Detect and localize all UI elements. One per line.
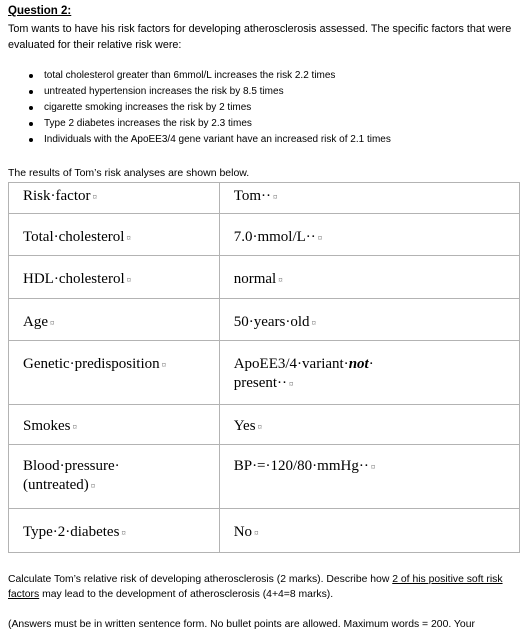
table-row: Age ¤ 50·years·old ¤ bbox=[9, 299, 520, 341]
header-risk-factor: Risk·factor ¤ bbox=[9, 183, 220, 214]
results-intro: The results of Tom’s risk analyses are shown below. bbox=[8, 167, 250, 179]
list-item: Type 2 diabetes increases the risk by 2.3 times bbox=[26, 116, 391, 132]
table-row: Blood·pressure· (untreated) ¤ BP·=·120/80·mmHg·· ¤ bbox=[9, 445, 520, 509]
underlined-phrase: 2 of his positive soft risk factors bbox=[8, 574, 503, 600]
list-item: untreated hypertension increases the risk by 8.5 times bbox=[26, 84, 391, 100]
table-row: HDL·cholesterol ¤ normal ¤ bbox=[9, 256, 520, 299]
question-intro: Tom wants to have his risk factors for developing atherosclerosis assessed. The specific factors that were evaluated for their relative risk were: bbox=[8, 23, 512, 51]
table-row: Total·cholesterol ¤ 7.0·mmol/L·· ¤ bbox=[9, 214, 520, 256]
answer-note: (Answers must be in written sentence form. No bullet points are allowed. Maximum words = 200. Your bbox=[8, 619, 475, 630]
risk-factor-list bbox=[26, 68, 391, 148]
list-item: total cholesterol greater than 6mmol/L increases the risk 2.2 times bbox=[26, 68, 391, 84]
question-title: Question 2: bbox=[8, 5, 72, 17]
table-row: Genetic·predisposition ¤ ApoEE3/4·variant·not· present·· ¤ bbox=[9, 341, 520, 405]
task-instructions: Calculate Tom’s relative risk of developing atherosclerosis (2 marks). Describe how 2 of his positive soft risk factors may lead to the development of atherosclerosis (4+4=8 marks). bbox=[8, 574, 503, 600]
list-item: cigarette smoking increases the risk by 2 times bbox=[26, 100, 391, 116]
risk-analysis-table bbox=[8, 182, 520, 553]
list-item: Individuals with the ApoEE3/4 gene variant have an increased risk of 2.1 times bbox=[26, 132, 391, 148]
table-row: Type·2·diabetes ¤ No ¤ bbox=[9, 509, 520, 553]
table-row: Smokes ¤ Yes ¤ bbox=[9, 405, 520, 445]
table-header-row bbox=[9, 183, 520, 214]
header-tom: Tom·· ¤ bbox=[219, 183, 519, 214]
